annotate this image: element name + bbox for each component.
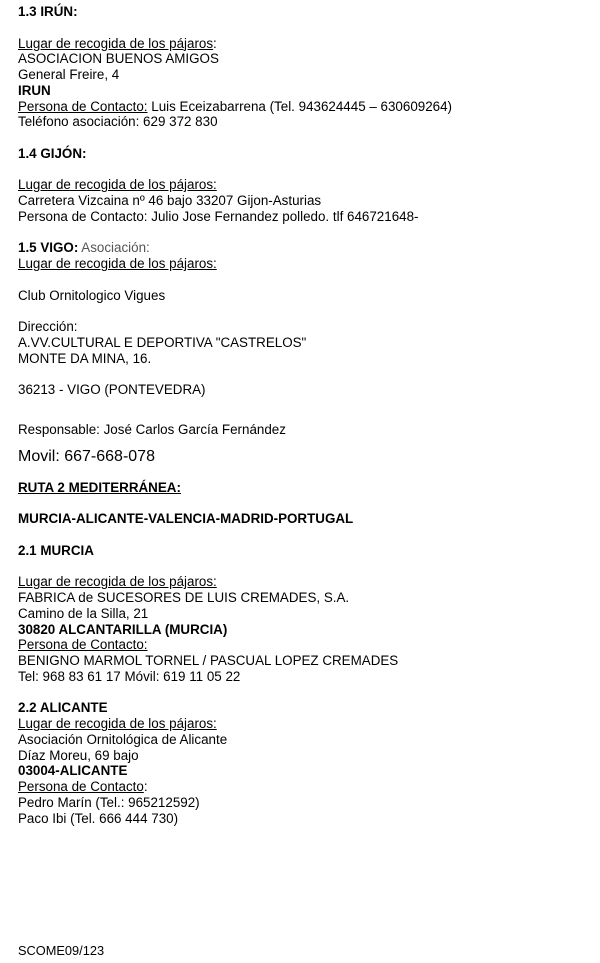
document-page — [18, 4, 588, 826]
contact-value: Luis Eceizabarrena (Tel. 943624445 – 630609264) — [147, 98, 453, 114]
contact-names-murcia: BENIGNO MARMOL TORNEL / PASCUAL LOPEZ CREMADES — [18, 653, 399, 668]
contact-label-text: Persona de Contacto — [18, 779, 144, 794]
footer-code: SCOME09/123 — [18, 943, 105, 958]
postal-vigo: 36213 - VIGO (PONTEVEDRA) — [18, 382, 206, 398]
association-name-alicante: Asociación Ornitológica de Alicante — [18, 731, 228, 747]
phone-irun: Teléfono asociación: 629 372 830 — [18, 114, 218, 130]
contact2-alicante: Paco Ibi (Tel. 666 444 730) — [18, 810, 179, 826]
pickup-label-alicante: Lugar de recogida de los pájaros: — [18, 716, 217, 731]
direction-label-vigo: Dirección: — [18, 319, 78, 334]
street-irun: General Freire, 4 — [18, 67, 120, 82]
pickup-label-text: Lugar de recogida de los pájaros — [18, 35, 214, 51]
heading-vigo-suffix: Asociación: — [78, 240, 150, 256]
section-heading-murcia: 2.1 MURCIA — [18, 542, 94, 558]
section-heading-gijon: 1.4 GIJÓN: — [18, 145, 87, 161]
street-alicante: Díaz Moreu, 69 bajo — [18, 747, 139, 763]
contact-label: Persona de Contacto: — [18, 98, 148, 114]
section-heading-vigo — [18, 240, 588, 256]
contact-label-murcia: Persona de Contacto: — [18, 637, 148, 653]
contact1-alicante: Pedro Marín (Tel.: 965212592) — [18, 794, 200, 810]
contact-label-alicante — [18, 779, 588, 795]
company-murcia: FABRICA de SUCESORES DE LUIS CREMADES, S.A. — [18, 590, 350, 605]
phones-murcia: Tel: 968 83 61 17 Móvil: 619 11 05 22 — [18, 668, 241, 684]
pickup-label-irun — [18, 36, 588, 52]
pickup-label-colon: : — [213, 35, 217, 51]
heading-vigo-title: 1.5 VIGO: — [18, 240, 79, 256]
section-heading-irun: 1.3 IRÚN: — [18, 4, 78, 19]
section-heading-alicante: 2.2 ALICANTE — [18, 700, 108, 716]
pickup-label-murcia: Lugar de recogida de los pájaros: — [18, 574, 217, 590]
address-gijon: Carretera Vizcaina nº 46 bajo 33207 Gijon-Asturias — [18, 193, 322, 208]
contact-gijon: Persona de Contacto: Julio Jose Fernandez polledo. tlf 646721648- — [18, 208, 419, 224]
club-name-vigo: Club Ornitologico Vigues — [18, 287, 166, 303]
pickup-label-gijon: Lugar de recogida de los pájaros: — [18, 177, 217, 193]
city-irun: IRUN — [18, 82, 51, 98]
mobile-vigo: Movil: 667-668-078 — [18, 447, 155, 465]
street-murcia: Camino de la Silla, 21 — [18, 605, 149, 621]
association-name-irun: ASOCIACION BUENOS AMIGOS — [18, 51, 219, 67]
route-cities: MURCIA-ALICANTE-VALENCIA-MADRID-PORTUGAL — [18, 511, 354, 527]
direction-line2-vigo: MONTE DA MINA, 16. — [18, 350, 152, 366]
contact-label-colon: : — [143, 779, 148, 794]
city-alicante: 03004-ALICANTE — [18, 763, 128, 779]
city-murcia: 30820 ALCANTARILLA (MURCIA) — [18, 621, 228, 637]
responsible-vigo: Responsable: José Carlos García Fernández — [18, 422, 286, 437]
direction-line1-vigo: A.VV.CULTURAL E DEPORTIVA "CASTRELOS" — [18, 334, 307, 350]
pickup-label-vigo: Lugar de recogida de los pájaros: — [18, 256, 217, 271]
route-title: RUTA 2 MEDITERRÁNEA: — [18, 479, 181, 495]
contact-irun — [18, 99, 588, 115]
